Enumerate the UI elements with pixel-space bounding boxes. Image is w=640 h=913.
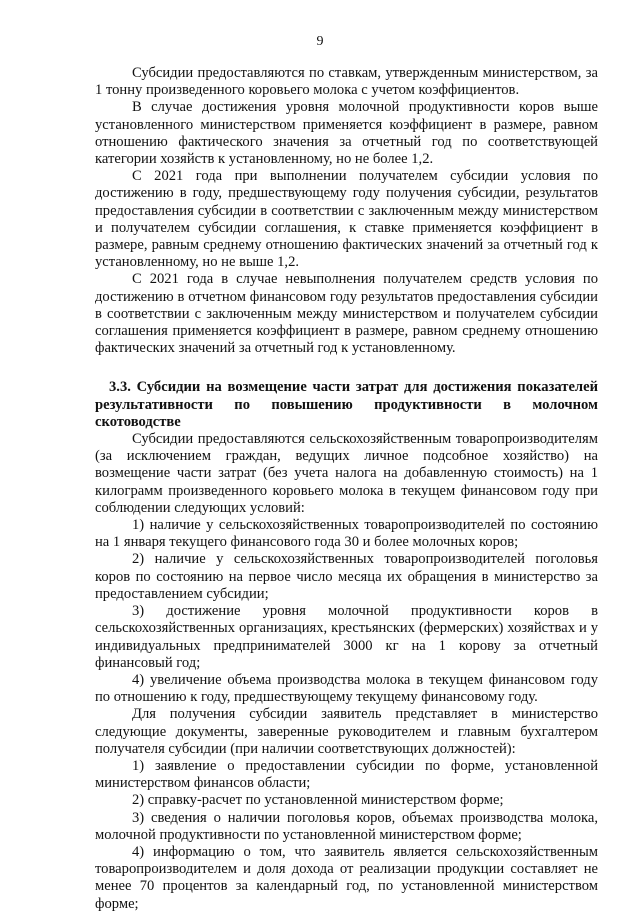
condition-item-2: 2) наличие у сельскохозяйственных товаропроизводителей поголовья коров по состоянию на первое число месяца их обращения в министерство за предоставлением субсидии; [95,551,598,602]
document-item-4: 4) информацию о том, что заявитель является сельскохозяйственным товаропроизводителем и доля дохода от реализации продукции составляет не менее 70 процентов за календарный год, по установленной министерством форме; [95,843,598,912]
document-item-1: 1) заявление о предоставлении субсидии по форме, установленной министерством финансов области; [95,757,598,792]
paragraph-productivity-coefficient: В случае достижения уровня молочной продуктивности коров выше установленного министерством применяется коэффициент в размере, равном отношению фактического значения за отчетный год по соответствующей категории хозяйств к установленному, но не более 1,2. [95,99,598,168]
page-number: 9 [316,34,324,49]
paragraph-required-documents: Для получения субсидии заявитель представляет в министерство следующие документы, заверенные руководителем и главным бухгалтером получателя субсидии (при наличии соответствующих должностей): [95,706,598,757]
condition-item-1: 1) наличие у сельскохозяйственных товаропроизводителей по состоянию на 1 января текущего финансового года 30 и более молочных коров; [95,517,598,551]
paragraph-rates: Субсидии предоставляются по ставкам, утвержденным министерством, за 1 тонну произведенного коровьего молока с учетом коэффициентов. [95,65,598,99]
paragraph-subsidy-conditions: Субсидии предоставляются сельскохозяйственным товаропроизводителям (за исключением граждан, ведущих личное подсобное хозяйство) на возмещение части затрат (без учета налога на добавленную стоимость) на 1 килограмм произведенного коровьего молока в текущем финансовом году при соблюдении следующих условий: [95,431,598,516]
document-body [95,65,598,913]
section-number: 3.3. [109,379,131,396]
document-item-3: 3) сведения о наличии поголовья коров, объемах производства молока, молочной продуктивности по установленной министерством форме; [95,809,598,843]
section-title: Субсидии на возмещение части затрат для достижения показателей результативности по повышению продуктивности в молочном скотоводстве [95,379,598,430]
section-heading [95,379,598,431]
condition-item-3: 3) достижение уровня молочной продуктивности коров в сельскохозяйственных организациях, крестьянских (фермерских) хозяйствах и у индивидуальных предпринимателей 3000 кг на 1 корову за отчетный финансовый год; [95,603,598,671]
paragraph-2021-non-fulfilment: С 2021 года в случае невыполнения получателем средств условия по достижению в отчетном финансовом году результатов предоставления субсидии в соответствии с заключенным между министерством и получателем субсидии соглашения применяется коэффициент в размере, равном среднему отношению фактических значений за отчетный год к установленному. [95,271,598,357]
paragraph-2021-fulfilment: С 2021 года при выполнении получателем субсидии условия по достижению в году, предшествующему году получения субсидии, результатов предоставления субсидии в соответствии с заключенным между министерством и получателем субсидии соглашения, к ставке применяется коэффициент в размере, равным среднему отношению фактических значений за отчетный год к установленному, но не выше 1,2. [95,168,598,271]
document-item-2: 2) справку-расчет по установленной министерством форме; [132,792,504,809]
condition-item-4: 4) увеличение объема производства молока в текущем финансовом году по отношению к году, предшествующему текущему финансовому году. [95,671,598,706]
